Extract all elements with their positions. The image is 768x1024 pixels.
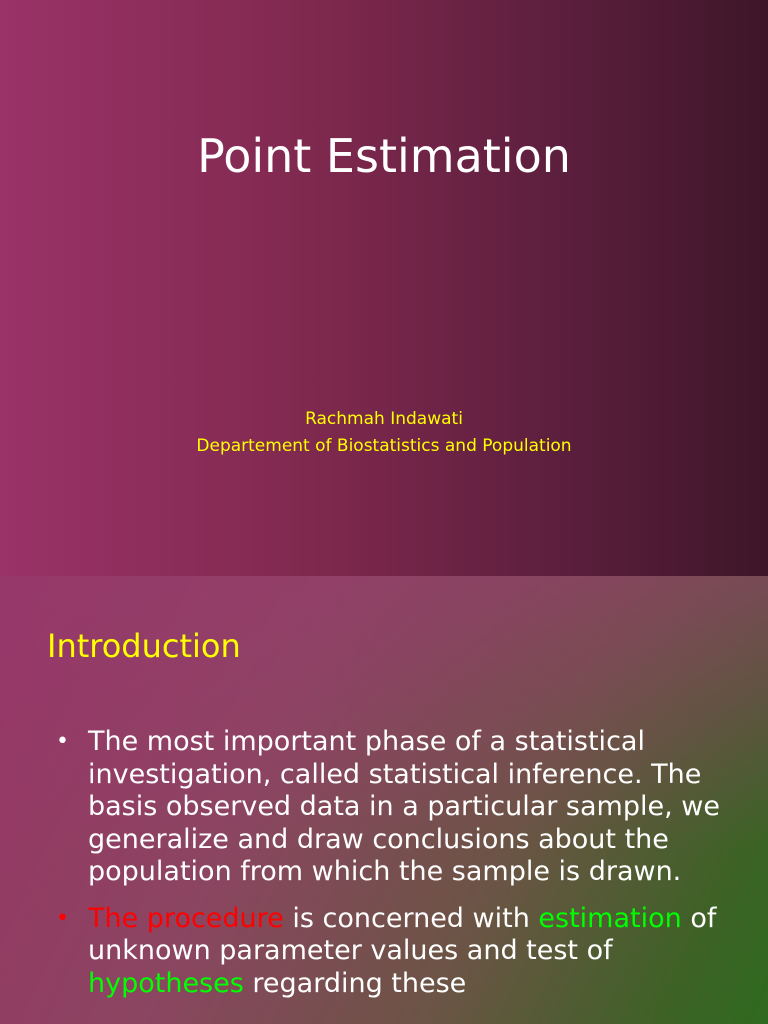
bullet-item: [56, 903, 746, 1001]
slide-introduction: [0, 576, 768, 1024]
bullet-item: [56, 726, 746, 889]
slide-title-text: Point Estimation: [197, 129, 571, 183]
author-department: Departement of Biostatistics and Population: [196, 436, 572, 456]
bullet-list: [56, 726, 746, 1014]
highlight-hypotheses: hypotheses: [88, 967, 244, 999]
bullet-text: is concerned with: [283, 902, 539, 934]
bullet-text: The most important phase of a statistical investigation, called statistical inference. The basis observed data in a particular sample, we generalize and draw conclusions about the population from which the sample is drawn.: [88, 726, 720, 887]
author-name: Rachmah Indawati: [305, 409, 463, 429]
bullet-icon: •: [56, 905, 69, 931]
highlight-estimation: estimation: [538, 902, 682, 934]
highlight-procedure: The procedure: [88, 902, 284, 934]
bullet-icon: •: [56, 729, 69, 754]
bullet-text: of unknown parameter values and test of: [88, 902, 717, 966]
slide-heading: Introduction: [47, 627, 241, 665]
bullet-text: regarding these: [243, 967, 467, 999]
